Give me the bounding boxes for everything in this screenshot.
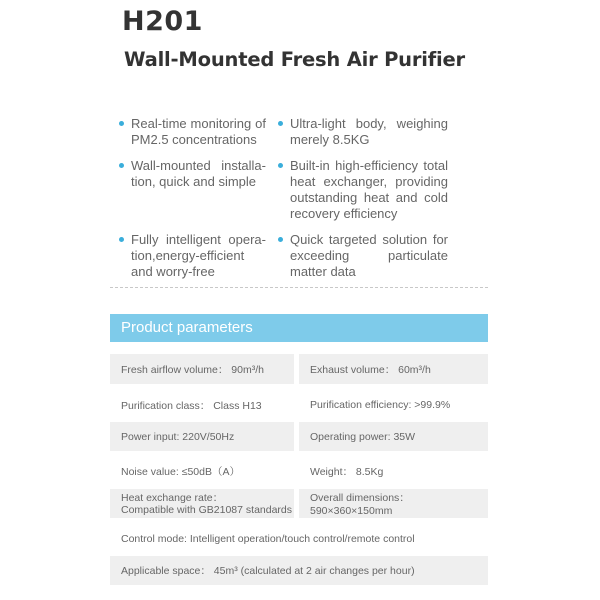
model-title: H201 — [122, 6, 203, 37]
feature-text: Real-time monitoring of PM2.5 concentrations — [131, 116, 266, 147]
feature-item — [131, 116, 266, 148]
bullet-icon — [119, 237, 124, 242]
param-fresh-airflow: Fresh airflow volume： 90m³/h — [110, 354, 294, 384]
param-purification-efficiency: Purification efficiency: >99.9% — [310, 399, 451, 411]
bullet-icon — [119, 163, 124, 168]
bullet-icon — [278, 163, 283, 168]
param-exhaust-volume: Exhaust volume： 60m³/h — [299, 354, 488, 384]
bullet-icon — [278, 237, 283, 242]
feature-item — [290, 116, 448, 148]
feature-text: Wall-mounted installa- tion, quick and simple — [131, 158, 266, 189]
param-weight: Weight： 8.5Kg — [310, 465, 384, 478]
product-subtitle: Wall-Mounted Fresh Air Purifier — [124, 48, 465, 71]
feature-text: Fully intelligent opera- tion,energy-efficient and worry-free — [131, 232, 266, 279]
feature-text: Built-in high-efficiency total heat exchanger, providing outstanding heat and cold recovery efficiency — [290, 158, 448, 221]
feature-text: Ultra-light body, weighing merely 8.5KG — [290, 116, 448, 147]
feature-item — [290, 158, 448, 222]
param-control-mode: Control mode: Intelligent operation/touch control/remote control — [121, 533, 415, 545]
param-applicable-space: Applicable space： 45m³ (calculated at 2 air changes per hour) — [110, 556, 488, 585]
feature-text: Quick targeted solution for exceeding particulate matter data — [290, 232, 448, 279]
bullet-icon — [278, 121, 283, 126]
feature-item — [131, 158, 266, 190]
param-power-input: Power input: 220V/50Hz — [110, 422, 294, 451]
param-operating-power: Operating power: 35W — [299, 422, 488, 451]
param-heat-exchange-label: Heat exchange rate： — [121, 491, 224, 504]
parameters-header: Product parameters — [110, 314, 488, 342]
feature-item — [290, 232, 448, 280]
param-noise: Noise value: ≤50dB（A） — [121, 465, 240, 478]
param-heat-exchange — [110, 489, 294, 518]
feature-item — [131, 232, 266, 280]
bullet-icon — [119, 121, 124, 126]
param-purification-class: Purification class： Class H13 — [121, 399, 262, 412]
param-dimensions: Overall dimensions： 590×360×150mm — [299, 489, 488, 518]
dashed-divider — [110, 287, 488, 288]
param-heat-exchange-value: Compatible with GB21087 standards — [121, 503, 293, 516]
